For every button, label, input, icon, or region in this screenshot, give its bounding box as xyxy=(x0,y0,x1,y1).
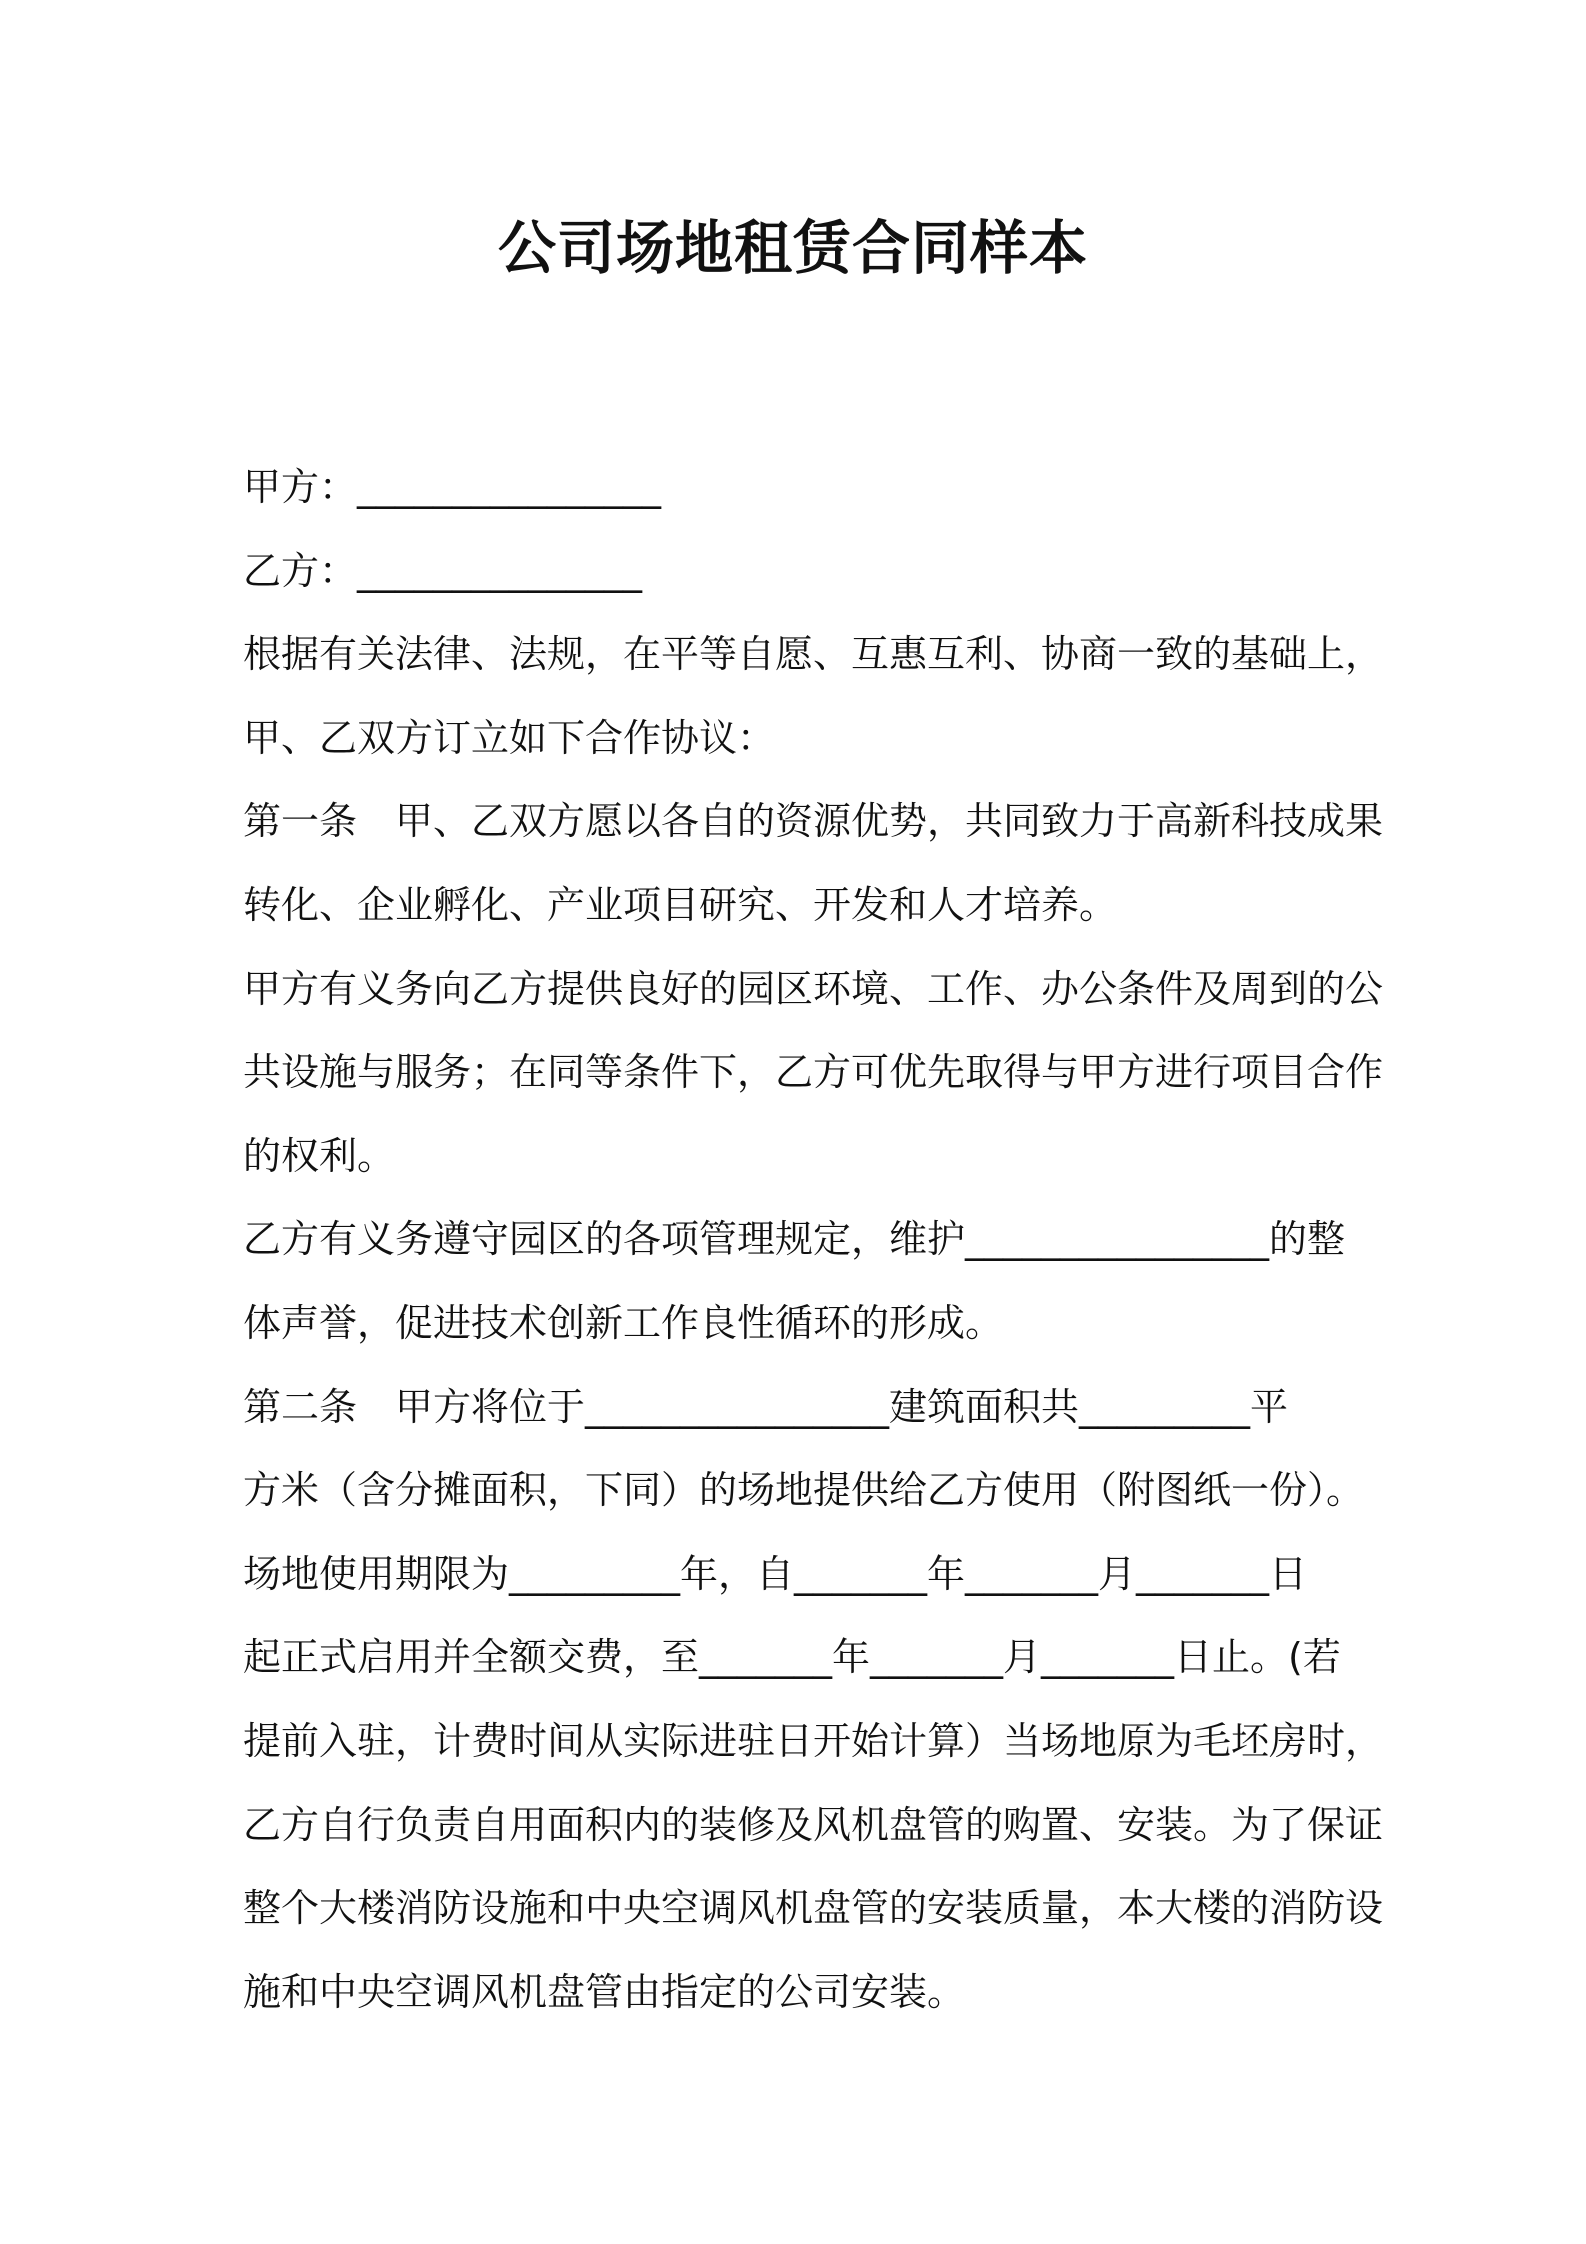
article-2-line-1: 第二条 甲方将位于________________建筑面积共_________平 xyxy=(243,1384,1289,1429)
lease-term-line-5: 整个大楼消防设施和中央空调风机盘管的安装质量，本大楼的消防设 xyxy=(243,1886,1384,1931)
party-a-duty-line-2: 共设施与服务；在同等条件下，乙方可优先取得与甲方进行项目合作 xyxy=(243,1050,1384,1095)
lease-term-line-1: 场地使用期限为_________年，自_______年_______月_______日 xyxy=(243,1551,1308,1596)
article-1-line-2: 转化、企业孵化、产业项目研究、开发和人才培养。 xyxy=(243,882,1118,927)
party-a-line: 甲方：________________ xyxy=(243,465,662,509)
article-1-line-1: 第一条 甲、乙双方愿以各自的资源优势，共同致力于高新科技成果 xyxy=(243,799,1384,844)
document-title: 公司场地租赁合同样本 xyxy=(497,214,1088,282)
party-a-duty-line-1: 甲方有义务向乙方提供良好的园区环境、工作、办公条件及周到的公 xyxy=(243,966,1384,1011)
preamble-line-2: 甲、乙双方订立如下合作协议： xyxy=(243,715,776,760)
party-b-duty-line-2: 体声誉，促进技术创新工作良性循环的形成。 xyxy=(243,1300,1004,1345)
article-2-line-2: 方米（含分摊面积，下同）的场地提供给乙方使用（附图纸一份）。 xyxy=(243,1468,1365,1513)
party-b-line: 乙方：_______________ xyxy=(243,548,643,593)
lease-term-line-3: 提前入驻，计费时间从实际进驻日开始计算）当场地原为毛坯房时， xyxy=(243,1718,1384,1763)
party-b-duty-line-1: 乙方有义务遵守园区的各项管理规定，维护________________的整 xyxy=(243,1217,1346,1262)
party-a-duty-line-3: 的权利。 xyxy=(243,1133,396,1178)
lease-term-line-4: 乙方自行负责自用面积内的装修及风机盘管的购置、安装。为了保证 xyxy=(243,1802,1384,1847)
lease-term-line-6: 施和中央空调风机盘管由指定的公司安装。 xyxy=(243,1969,966,2014)
document-body xyxy=(243,446,1384,2034)
lease-term-line-2: 起正式启用并全额交费，至_______年_______月_______日止。(若 xyxy=(243,1635,1341,1680)
preamble-line-1: 根据有关法律、法规，在平等自愿、互惠互利、协商一致的基础上， xyxy=(243,632,1384,677)
